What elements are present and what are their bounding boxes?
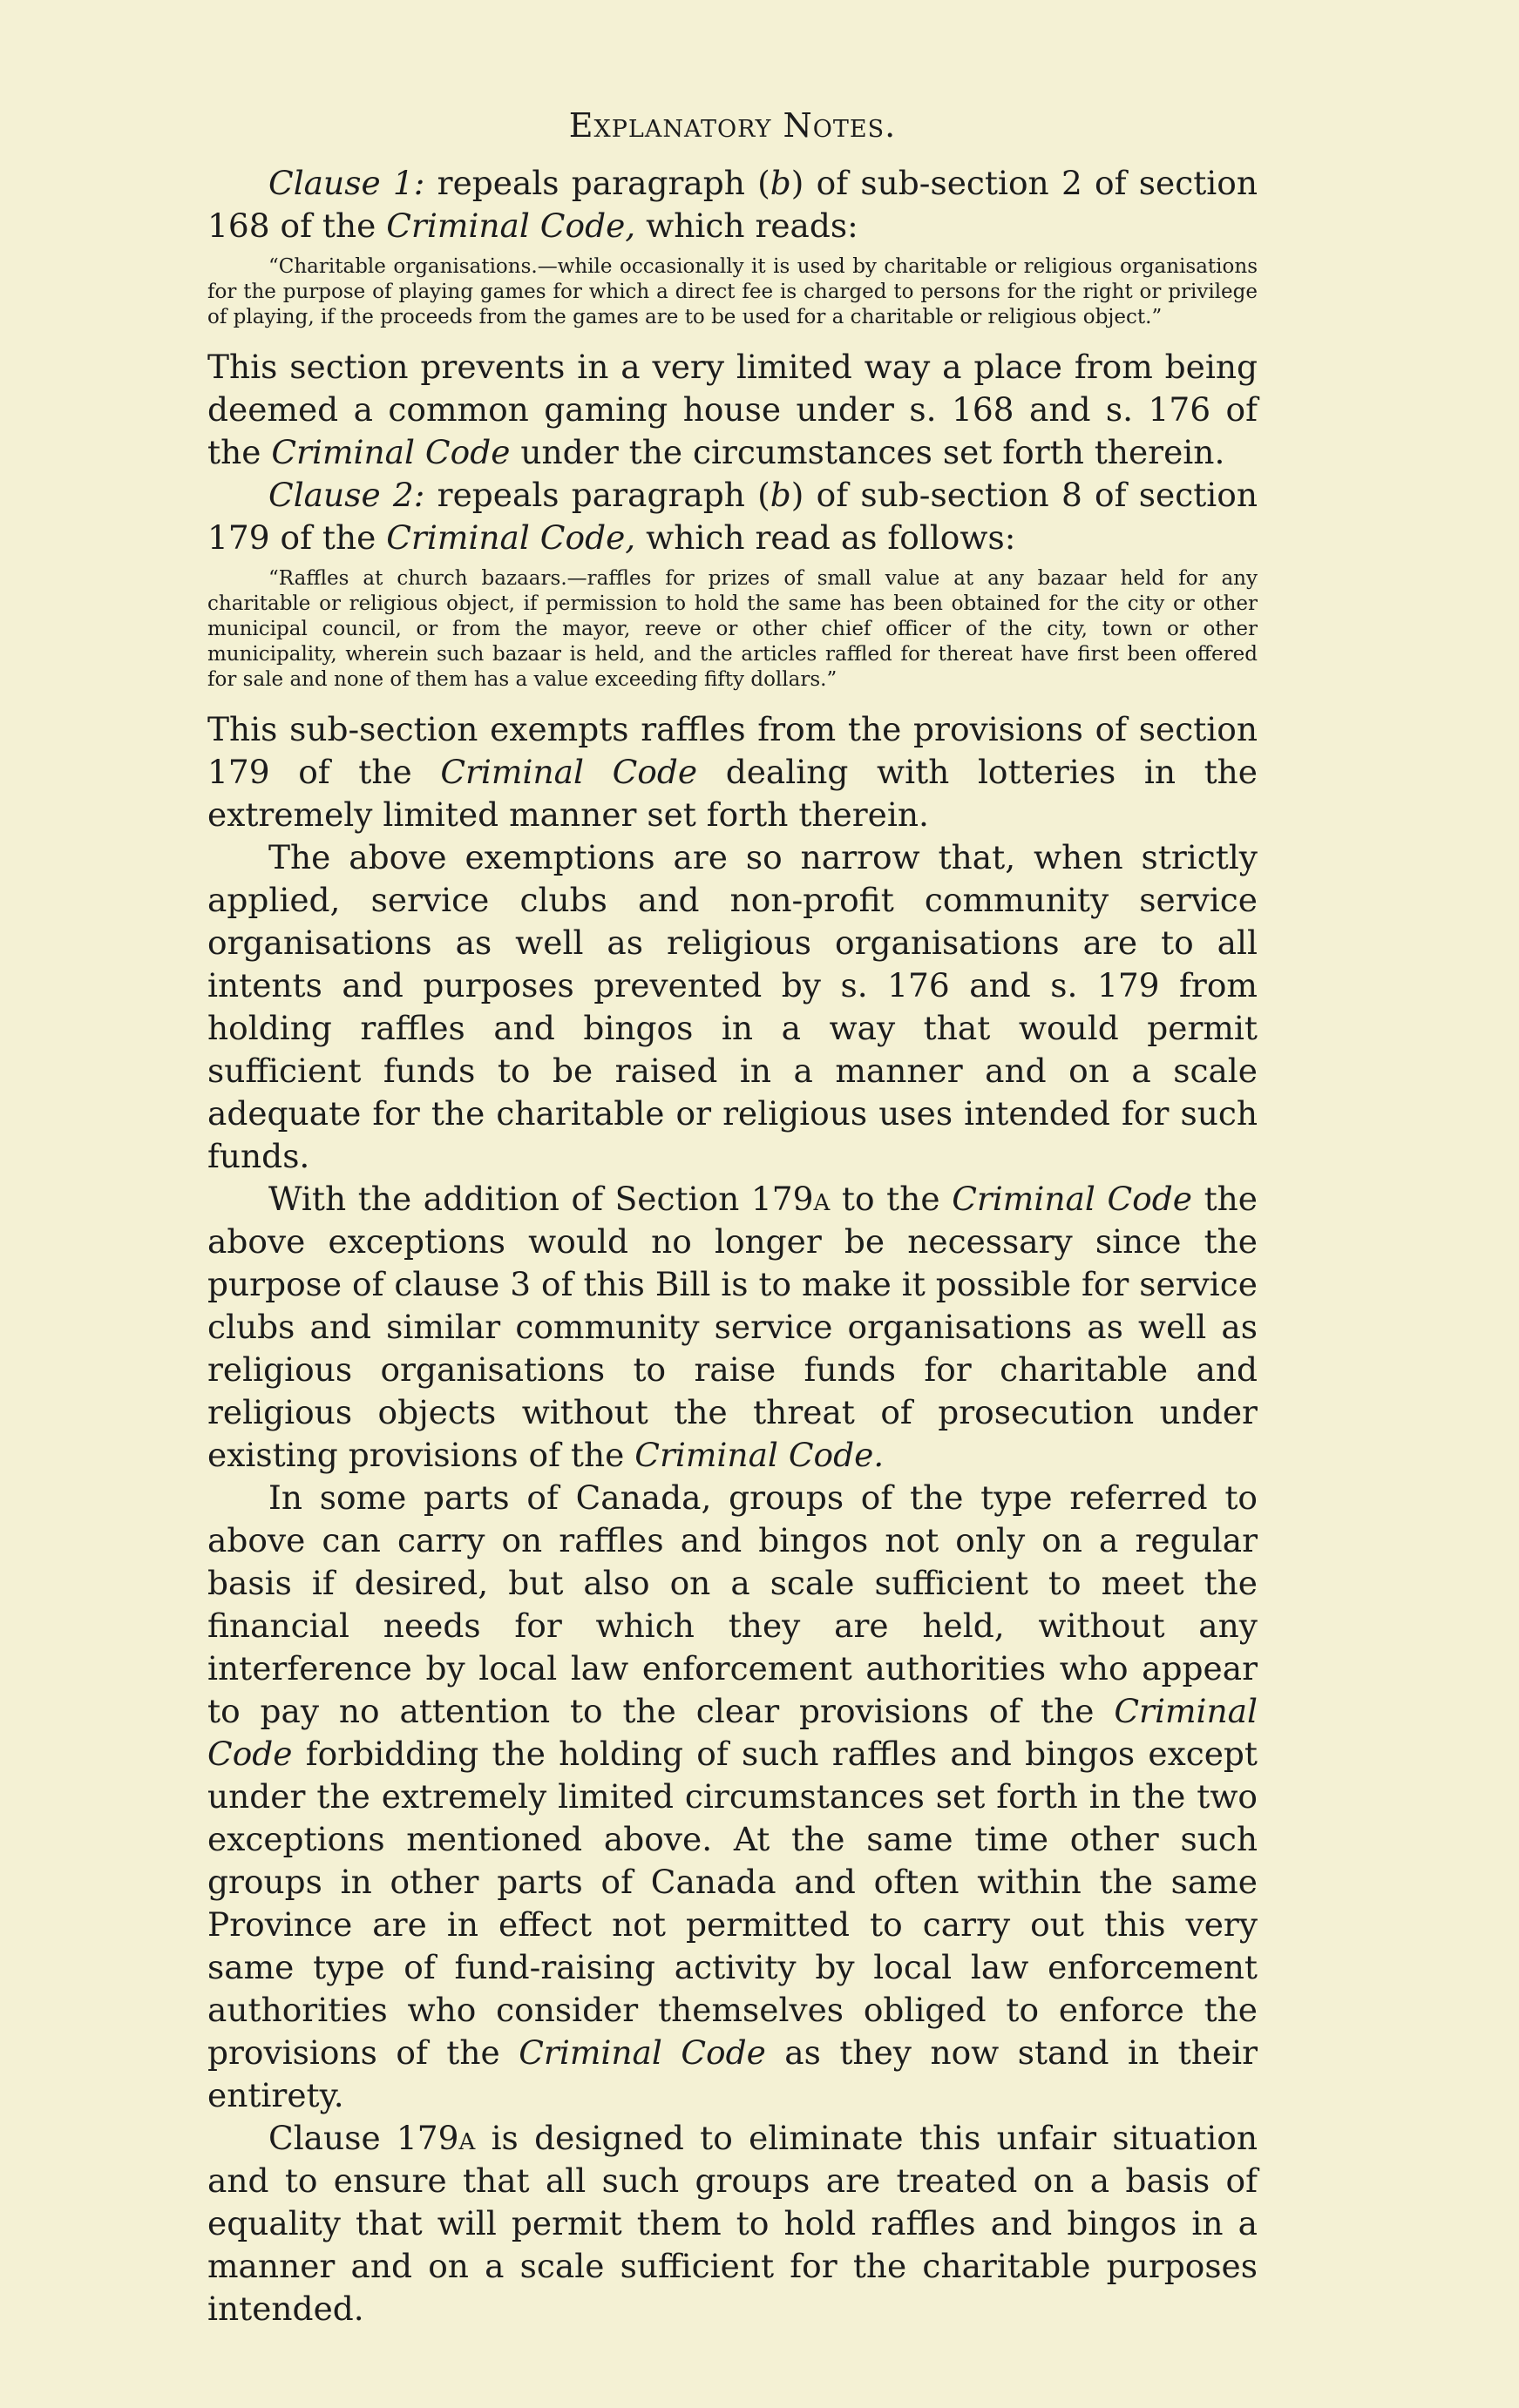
para-5-text-c: as they now stand in their entirety. xyxy=(207,2033,1258,2114)
section-179a-addition-paragraph xyxy=(207,1178,1258,1477)
clause-2-text-a: repeals paragraph ( xyxy=(424,476,770,514)
para-1-code-reference: Criminal Code xyxy=(271,433,511,471)
document-page xyxy=(207,105,1258,2330)
canada-regional-paragraph xyxy=(207,1477,1258,2117)
para-4-text-a: With the addition of Section 179 xyxy=(268,1180,814,1218)
clause-2-code-reference: Criminal Code, xyxy=(386,518,636,557)
para-4-section-suffix: a xyxy=(813,1180,831,1218)
clause-1-code-reference: Criminal Code, xyxy=(386,206,636,245)
para-4-text-c: the above exceptions would no longer be necessary since the purpose of clause 3 of this Bill is to make it possible for service clubs and similar community service organisations as well as religious organisations to raise funds for charitable and religious objects without the threat of prosecution under existing provisions of the xyxy=(207,1180,1258,1474)
para-4-code-reference: Criminal Code xyxy=(952,1180,1192,1218)
clause-1-paragraph-letter: b xyxy=(770,164,791,202)
section-168-explanation xyxy=(207,346,1258,474)
clause-2-paragraph-letter: b xyxy=(770,476,791,514)
para-2-text-a: This sub-section exempts raffles from the provisions of section 179 of the xyxy=(207,710,1258,791)
quote-raffles-church-bazaars: “Raffles at church bazaars.—raffles for prizes of small value at any bazaar held for any charitable or religious object, if permission to hold the same has been obtained for the city or other municipal council, or from the mayor, reeve or other chief officer of the city, town or other municipality, wherein such bazaar is held, and the articles raffled for thereat have first been offered for sale and none of them has a value exceeding fifty dollars.” xyxy=(207,567,1258,691)
clause-1-label: Clause 1: xyxy=(268,164,425,202)
para-5-text-a: In some parts of Canada, groups of the type referred to above can carry on raffles and bingos not only on a regular basis if desired, but also on a scale sufficient to meet the financial needs for which they are held, without any interference by local law enforcement authorities who appear to pay no attention to the clear provisions of the xyxy=(207,1478,1258,1730)
clause-1-text-c: which reads: xyxy=(635,206,858,245)
clause-179a-purpose-paragraph xyxy=(207,2117,1258,2330)
para-1-text-a: This section prevents in a very limited way a place from being deemed a common gaming house under s. 168 and s. 176 of the xyxy=(207,348,1258,471)
clause-2-text-c: which read as follows: xyxy=(635,518,1016,557)
para-5-code-reference-2: Criminal Code xyxy=(519,2033,766,2072)
para-2-code-reference: Criminal Code xyxy=(440,753,698,791)
section-179-explanation xyxy=(207,708,1258,836)
para-5-code-reference: Criminal Code xyxy=(207,1692,1258,1773)
para-1-text-b: under the circumstances set forth therein. xyxy=(510,433,1225,471)
clause-2-label: Clause 2: xyxy=(268,476,425,514)
para-6-section-suffix: a xyxy=(458,2119,476,2157)
para-4-text-b: to the xyxy=(830,1180,953,1218)
quote-charitable-organisations: “Charitable organisations.—while occasionally it is used by charitable or religious organisations for the purpose of playing games for which a direct fee is charged to persons for the right or privilege of playing, if the proceeds from the games are to be used for a charitable or religious object.” xyxy=(207,255,1258,328)
clause-1-paragraph xyxy=(207,162,1258,247)
exemptions-narrow-paragraph: The above exemptions are so narrow that, when strictly applied, service clubs and non-profit community service organisations as well as religious organisations are to all intents and purposes prevented by s. 176 and s. 179 from holding raffles and bingos in a way that would permit sufficient funds to be raised in a manner and on a scale adequate for the charitable or religious uses intended for such funds. xyxy=(207,838,1258,1175)
page-heading: Explanatory Notes. xyxy=(568,106,897,145)
para-2-text-b: dealing with lotteries in the extremely limited manner set forth therein. xyxy=(207,753,1258,834)
para-6-text-b: is designed to eliminate this unfair situation and to ensure that all such groups are treated on a basis of equality that will permit them to hold raffles and bingos in a manner and on a scale sufficient for the charitable purposes intended. xyxy=(207,2119,1258,2328)
clause-2-text-b: ) of sub-section 8 of section 179 of the xyxy=(207,476,1258,557)
para-4-code-reference-2: Criminal Code. xyxy=(634,1436,885,1474)
clause-2-paragraph xyxy=(207,474,1258,559)
para-5-text-b: forbidding the holding of such raffles and bingos except under the extremely limited circumstances set forth in the two exceptions mentioned above. At the same time other such groups in other parts of Canada and often within the same Province are in effect not permitted to carry out this very same type of fund-raising activity by local law enforcement authorities who consider themselves obliged to enforce the provisions of the xyxy=(207,1735,1258,2072)
clause-1-text-a: repeals paragraph ( xyxy=(424,164,770,202)
para-6-text-a: Clause 179 xyxy=(268,2119,459,2157)
clause-1-text-b: ) of sub-section 2 of section 168 of the xyxy=(207,164,1258,245)
